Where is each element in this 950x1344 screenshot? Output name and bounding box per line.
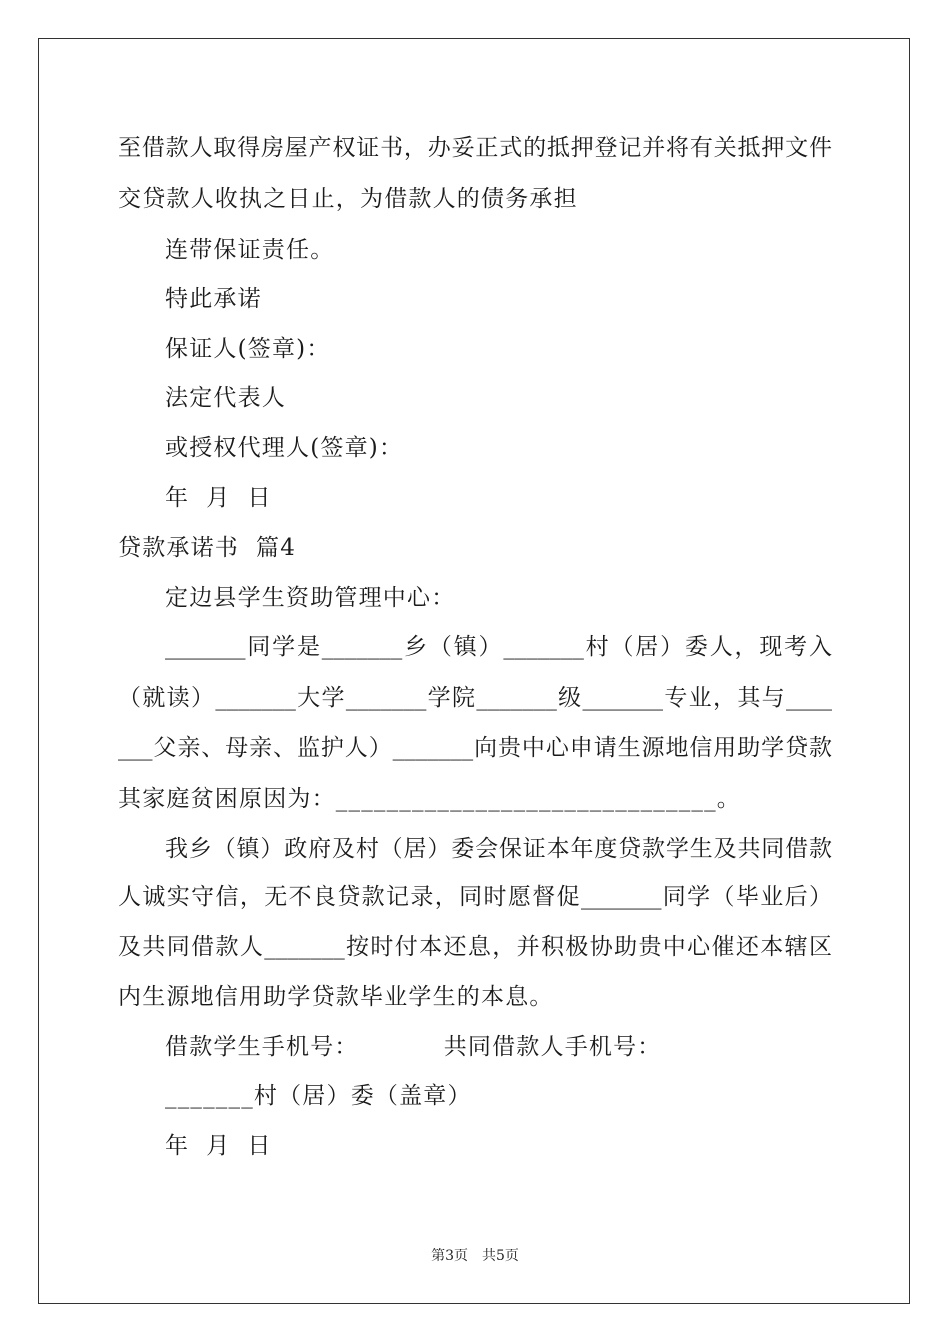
page-footer [0,1247,950,1265]
text-line-4: 特此承诺 [165,286,262,312]
text-line-16: 人诚实守信，无不良贷款记录，同时愿督促_______同学（毕业后） [118,884,832,910]
text-line-12: （就读）_______大学_______学院_______级_______专业，其与____ [118,685,833,711]
text-line-13: ___父亲、母亲、监护人）_______向贵中心申请生源地信用助学贷款 [118,735,832,761]
text-line-10: 定边县学生资助管理中心： [165,585,456,611]
page-total: 共5页 [482,1248,519,1264]
text-line-15: 我乡（镇）政府及村（居）委会保证本年度贷款学生及共同借款 [165,836,832,862]
text-line-1: 至借款人取得房屋产权证书，办妥正式的抵押登记并将有关抵押文件 [118,135,832,161]
text-line-20: _______村（居）委（盖章） [165,1083,472,1109]
text-line-17: 及共同借款人_______按时付本还息，并积极协助贵中心催还本辖区 [118,934,832,960]
section-heading: 贷款承诺书 篇4 [118,535,297,561]
page-number: 第3页 [431,1248,468,1264]
text-line-5: 保证人(签章)： [165,336,331,362]
page-border [38,38,910,1304]
text-line-3: 连带保证责任。 [165,237,335,263]
text-line-7: 或授权代理人(签章)： [165,435,404,461]
text-line-18: 内生源地信用助学贷款毕业学生的本息。 [118,984,554,1010]
text-line-11: _______同学是_______乡（镇）_______村（居）委人，现考入 [165,634,832,660]
text-line-14: 其家庭贫困原因为：______________________________。 [118,786,741,812]
text-line-21: 年 月 日 [165,1133,272,1159]
text-line-2: 交贷款人收执之日止，为借款人的债务承担 [118,186,578,212]
text-line-8: 年 月 日 [165,485,272,511]
text-line-6: 法定代表人 [165,385,286,411]
text-line-19: 借款学生手机号： 共同借款人手机号： [165,1034,662,1060]
